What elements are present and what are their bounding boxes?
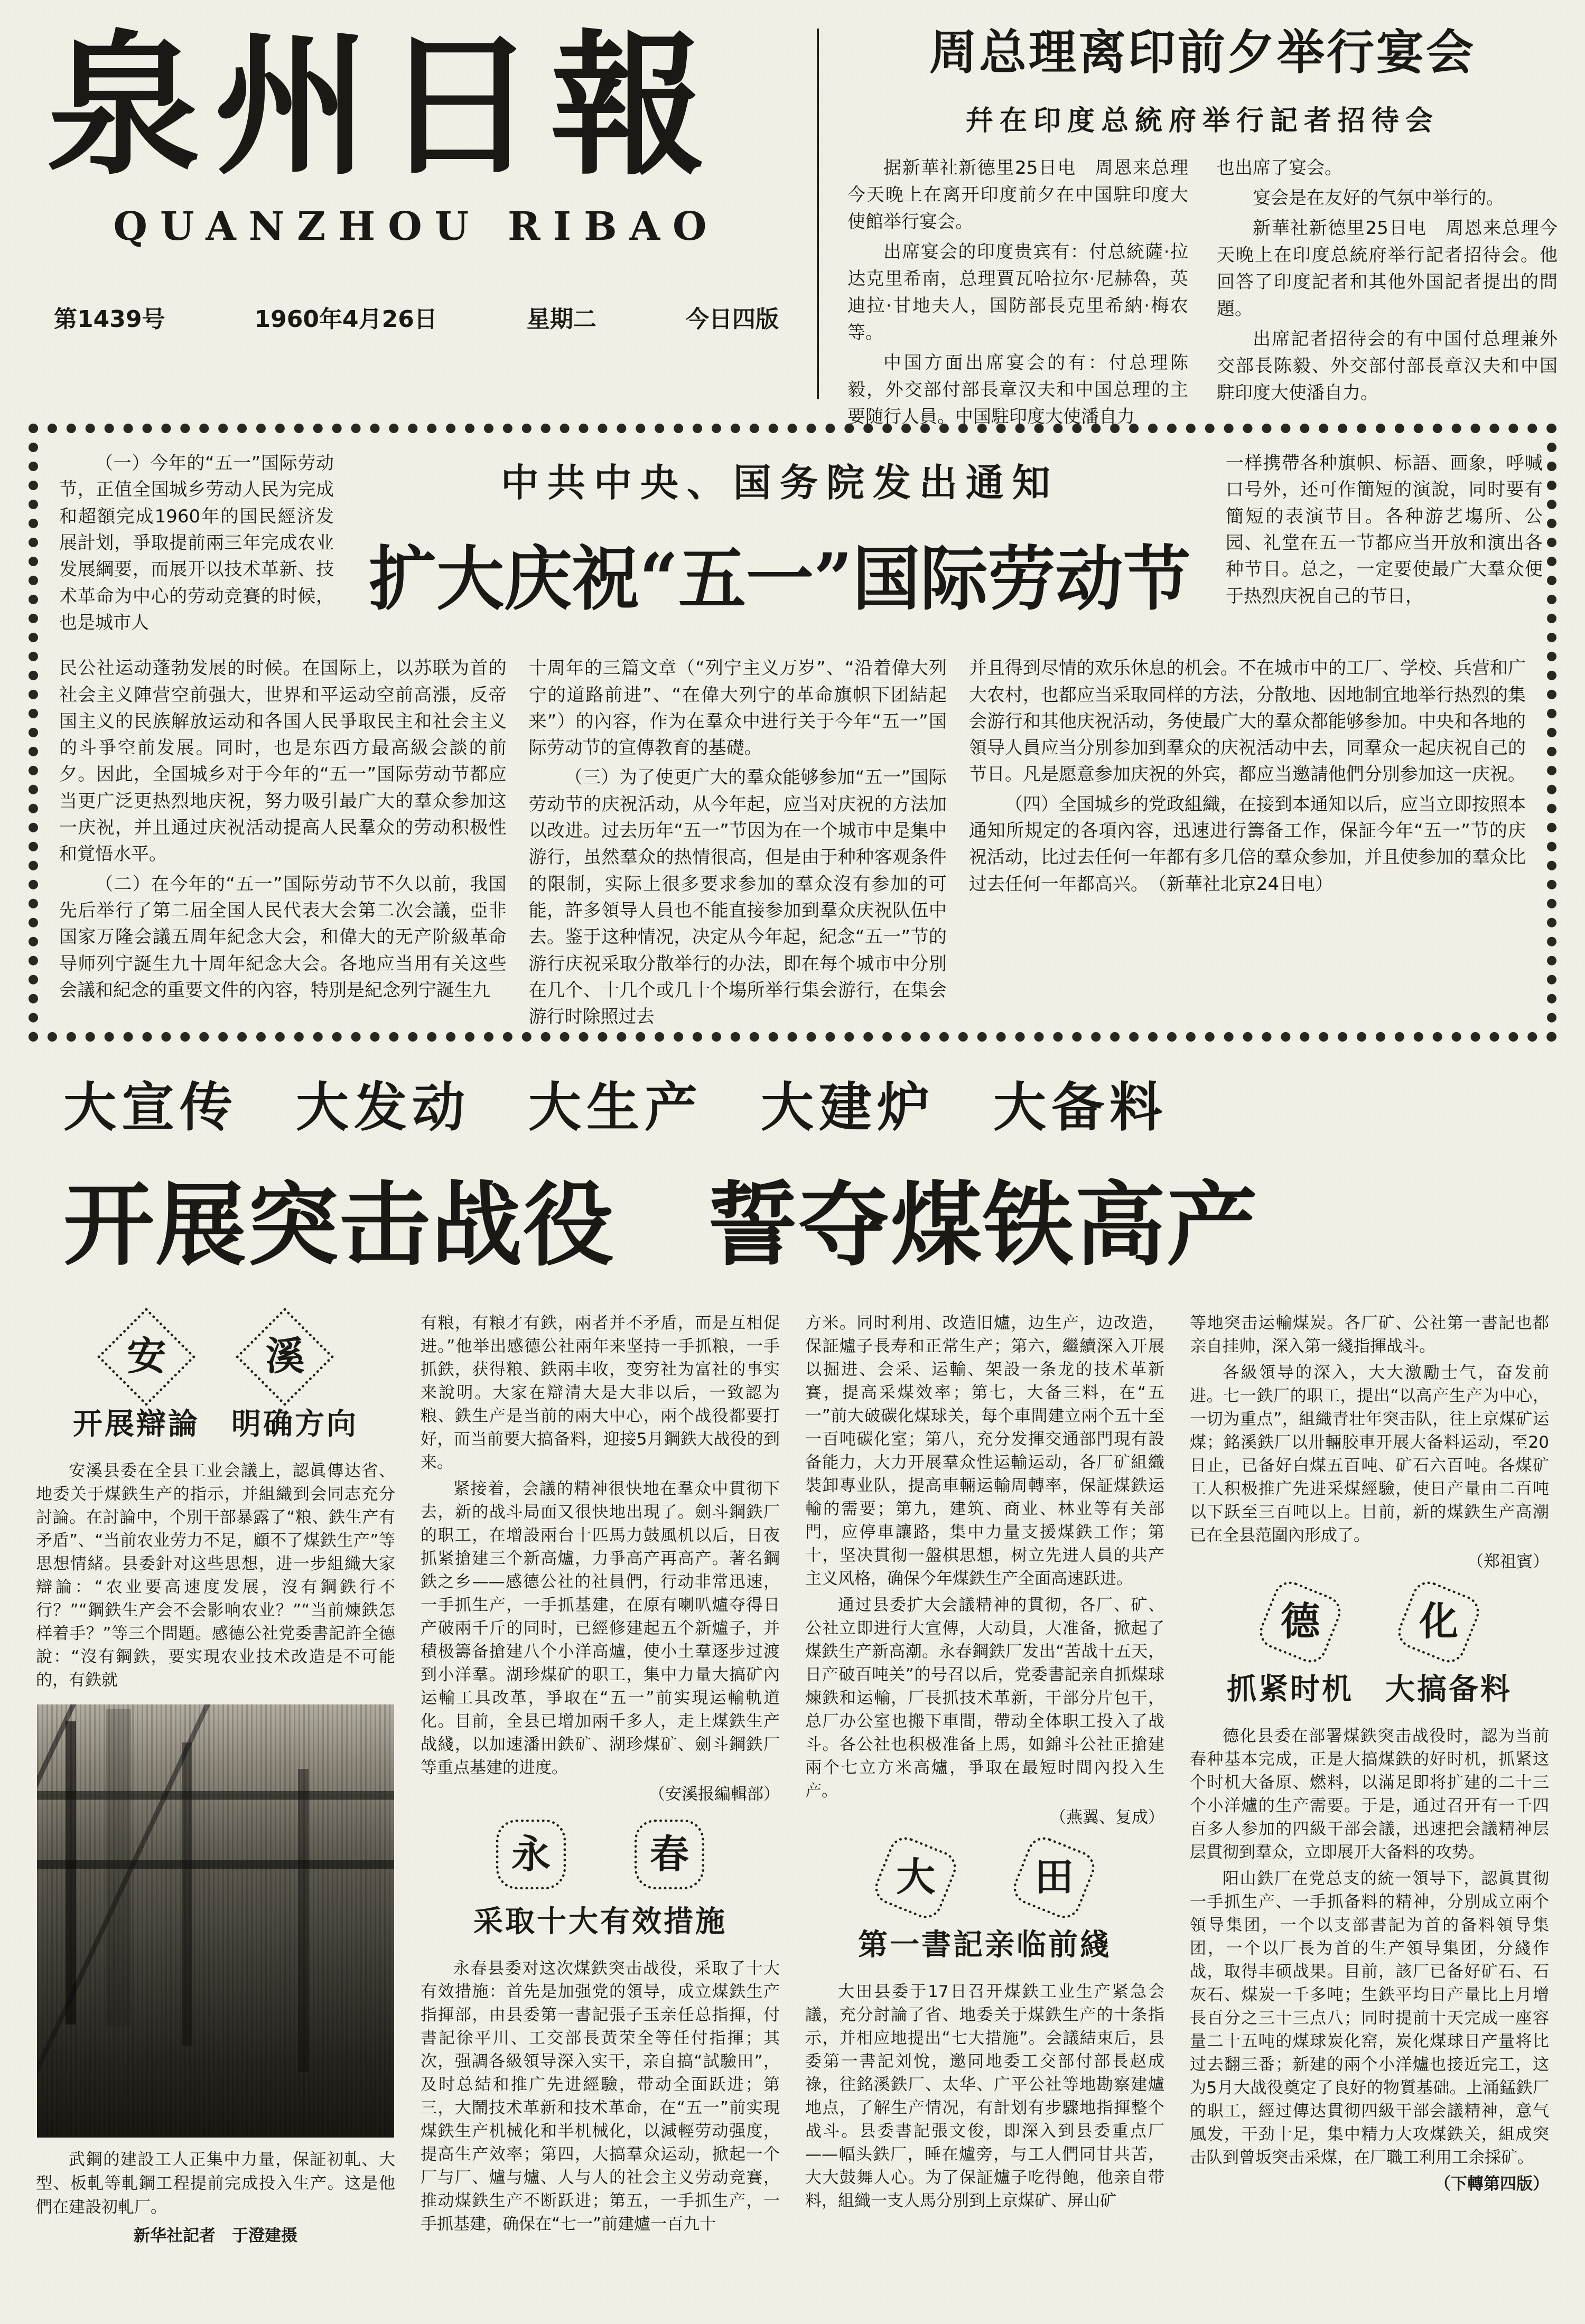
paragraph: 一样携帶各种旗帜、标語、画象，呼喊口号外，还可作簡短的演說，同时要有簡短的表演节目。各种游艺塲所、公园、礼堂在五一节都应当开放和演出各种节目。总之，一定要使最广大羣众便于热烈庆祝自己的节日， <box>1225 453 1543 607</box>
masthead-romanized: QUANZHOU RIBAO <box>113 203 720 249</box>
date-row <box>46 300 786 334</box>
paragraph: 等地突击运輸煤炭。各厂矿、公社第一書記也都亲自挂帅，深入第一綫指揮战斗。 <box>1190 1314 1549 1356</box>
notice-block-a <box>59 652 507 1033</box>
badge-ornament <box>1393 1577 1484 1667</box>
badge-ornament <box>635 1820 704 1889</box>
vertical-divider <box>817 29 819 399</box>
masthead <box>46 15 786 408</box>
header-row <box>0 0 1585 427</box>
notice-left-column <box>59 447 334 639</box>
paragraph: 各級領导的深入，大大激勵士气，奋发前进。七一鉄厂的职工，提出“以高产生产为中心，一切为重点”，組織青壮年突击队，往上京煤矿运煤；銘溪鉄厂以卅輛胶車开展大备料运动，至20日止，已备好白煤五百吨、矿石六百吨。各煤矿工人积极推广先进采煤經驗，使日产量由二百吨以下跃至三百吨以上。目前，新的煤鉄生产高潮已在全县范圍內形成了。 <box>1190 1363 1549 1545</box>
badge-char: 田 <box>1034 1854 1074 1900</box>
paragraph: （三）为了使更广大的羣众能够参加“五一”国际劳动节的庆祝活动，从今年起，应当对庆祝的方法加以改进。过去历年“五一”节因为在一个城市中是集中游行，虽然羣众的热情很高，但是由于种种客观条件的限制，实际上很多要求参加的羣众沒有参加的可能，許多領导人員也不能直接参加到羣众庆祝队伍中去。鉴于这种情况，决定从今年起，紀念“五一”节的游行庆祝采取分散举行的办法，即在每个城市中分別在几个、十几个或几十个塲所举行集会游行，在集会游行时除照过去 <box>528 767 947 1028</box>
issue-number: 第1439号 <box>54 305 165 333</box>
paragraph: 安溪县委在全县工业会議上，認眞傳达省、地委关于煤鉄生产的指示，并組織到会同志充分討論。在討論中，个別干部暴露了“粮、鉄生产有矛盾”、“当前农业劳力不足，顧不了煤鉄生产”等思想情緒。县委針对这些思想，进一步組織大家辯論：“农业要高速度发展，沒有鋼鉄行不行？”“鋼鉄生产会不会影响农业？”“当前煉鉄怎样着手？”等三个問題。感德公社党委書記許全德說：“沒有鋼鉄，要实現农业技术改造是不可能的，有鉄就 <box>36 1461 395 1690</box>
badge-char: 溪 <box>265 1334 305 1380</box>
county-badge-dehua <box>1190 1587 1549 1657</box>
badge-ornament <box>496 1820 566 1889</box>
county-badge-yongchun <box>421 1820 780 1889</box>
paragraph: 也出席了宴会。 <box>1217 157 1342 179</box>
notice-box <box>29 424 1556 1042</box>
paragraph: 出席記者招待会的有中国付总理兼外交部長陈毅、外交部付部長章汉夫和中国駐印度大使潘自力。 <box>1217 328 1558 404</box>
banquet-column-2 <box>1217 152 1558 434</box>
column-datian <box>805 1308 1164 2312</box>
masthead-title: 泉州日報 <box>46 15 719 196</box>
notice-bottom-row <box>59 652 1526 1033</box>
badge-char: 春 <box>650 1831 689 1877</box>
paragraph: 中国方面出席宴会的有：付总理陈毅，外交部付部長章汉夫和中国总理的主要随行人員。中国駐印度大使潘自力 <box>847 352 1188 427</box>
paragraph: 德化县委在部署煤鉄突击战役时，認为当前春种基本完成，正是大搞煤鉄的好时机，抓紧这个时机大备原、燃料，以滿足即将扩建的二十三个小洋爐的生产需要。于是，通过召开有一千四百多人参加的四級干部会議，迅速把会議精神层层貫彻到羣众，立即展开大备料的攻势。 <box>1190 1726 1549 1862</box>
county-columns <box>36 1308 1549 2312</box>
notice-kicker: 中共中央、国务院发出通知 <box>500 460 1059 505</box>
paragraph: （二）在今年的“五一”国际劳动节不久以前，我国先后举行了第二届全国人民代表大会第二次会議，亞非国家万隆会議五周年紀念大会，和偉大的无产阶級革命导师列宁誕生九十周年紀念大会。各地应当用有关这些会議和紀念的重要文件的內容，特別是紀念列宁誕生九 <box>59 873 507 1001</box>
paragraph: 宴会是在友好的气氛中举行的。 <box>1253 187 1504 209</box>
badge-ornament <box>236 1308 334 1406</box>
datian-subhead: 第一書記亲临前綫 <box>858 1927 1112 1963</box>
paragraph: （一）今年的“五一”国际劳动节，正值全国城乡劳动人民为完成和超額完成1960年的国民經济发展計划，爭取提前兩三年完成农业发展綱要，而展开以技术革新、技术革命为中心的劳动竞賽的时候，也是城市人 <box>59 453 334 633</box>
paragraph: 方米。同时利用、改造旧爐，边生产，边改造，保証爐子長寿和正常生产；第六，繼續深入开展以掘进、会采、运輸、架設一条龙的技术革新賽，提高采煤效率；第七，大备三料，在“五一”前大破碳化煤球关，每个車間建立兩个五十至一百吨碳化室；第八，充分发揮交通部門現有設备能力，大力开展羣众性运輸运动，各厂矿組織裝卸專业队，提高車輛运輸周轉率，保証煤鉄运輸的需要；第九，建筑、商业、林业等有关部門，应停車讓路，集中力量支援煤鉄工作；第十，坚决貫彻一盤棋思想，树立先进人員的共产主义风格，确保今年煤鉄生产全面高速跃进。 <box>805 1314 1164 1589</box>
column-anxi <box>36 1308 395 2312</box>
column-yongchun <box>421 1308 780 2312</box>
publication-date: 1960年4月26日 <box>254 305 437 333</box>
badge-char: 安 <box>127 1334 166 1380</box>
construction-photo <box>37 1704 394 2138</box>
badge-char: 大 <box>896 1854 936 1900</box>
badge-char: 德 <box>1281 1599 1320 1645</box>
paragraph: 阳山鉄厂在党总支的統一領导下，認眞貫彻一手抓生产、一手抓备料的精神，分別成立兩个領导集团，一个以支部書記为首的备料領导集团，一个以厂長为首的生产領导集团，分綫作战，取得丰硕战果。目前，該厂已备好矿石、石灰石、煤炭一千多吨；生鉄平均日产量比上月增長百分之三十三点八；同时提前十天完成一座容量二十五吨的煤球炭化窑，炭化煤球日产量将比过去翻三番；新建的兩个小洋爐也接近完工，这为5月大战役奠定了良好的物質基础。上涌錳鉄厂的职工，經过傳达貫彻四級干部会議精神，意气風发，干劲十足，集中精力大攻煤鉄关，組成突击队到曾坂突击采煤，在厂職工利用工余採矿。 <box>1190 1869 1549 2167</box>
weekday: 星期二 <box>526 305 596 333</box>
badge-char: 永 <box>511 1831 551 1877</box>
paragraph: 大田县委于17日召开煤鉄工业生产紧急会議，充分討論了省、地委关于煤鉄生产的十条指示，并相应地提出“七大措施”。会議結束后，县委第一書記刘悅，邀同地委工交部付部長赵成祿，往銘溪鉄厂、太华、广平公社等地勘察建爐地点，了解生产情况，有計划有步驟地指揮整个战斗。县委書記張文俊，即深入到县委重点厂——幅头鉄厂，睡在爐旁，与工人們同甘共苦，大大鼓舞人心。为了保証爐子吃得飽，他亲自带料，組織一支人馬分別到上京煤矿、屏山矿 <box>805 1982 1164 2210</box>
badge-ornament <box>1009 1832 1099 1923</box>
yongchun-subhead: 采取十大有效措施 <box>473 1904 727 1939</box>
datian-byline: （郑祖賓） <box>1467 1552 1549 1572</box>
campaign-kicker: 大宣传 大发动 大生产 大建炉 大备料 <box>63 1076 1168 1138</box>
campaign-banner <box>0 1042 1585 1283</box>
notice-block-b <box>529 652 947 1033</box>
paragraph: 紧接着，会議的精神很快地在羣众中貫彻下去，新的战斗局面又很快地出現了。劍斗鋼鉄厂的职工，在增設兩台十匹馬力鼓風机以后，日夜抓紧搶建三个新高爐，力爭高产再高产。著名鋼鉄之乡——感德公社的社員們，行动非常迅速，一手抓生产，一手抓基建，在原有喇叭爐夺得日产破兩千斤的同时，已經修建起五个新爐子，并積极籌备搶建八个小洋高爐，使小土羣逐步过渡到小洋羣。湖珍煤矿的职工，集中力量大搞矿內运輸工具改革，爭取在“五一”前实現运輸軌道化。目前，全县已增加兩千多人，走上煤鉄生产战綫，以加速潘田鉄矿、湖珍煤矿、劍斗鋼鉄厂等重点基建的进度。 <box>421 1479 780 1778</box>
paragraph: 永春县委对这次煤鉄突击战役，采取了十大有效措施：首先是加强党的領导，成立煤鉄生产指揮部，由县委第一書記張子玉亲任总指揮，付書記徐平川、工交部長黃荣全等任付指揮；其次，强調各級領导深入实干，亲自搞“試驗田”，及时总結和推广先进經驗，带动全面跃进；第三，大鬧技术革新和技术革命，在“五一”前实現煤鉄生产机械化和半机械化，以減輕劳动强度，提高生产效率；第四，大搞羣众运动，掀起一个厂与厂、爐与爐、人与人的社会主义劳动竞賽，推动煤鉄生产不断跃进；第五，一手抓生产，一手抓基建，确保在“七一”前建爐一百九十 <box>421 1958 780 2234</box>
continued-on-page-4: （下轉第四版） <box>1434 2174 1549 2194</box>
paragraph: 十周年的三篇文章（“列宁主义万岁”、“沿着偉大列宁的道路前进”、“在偉大列宁的革命旗帜下团結起来”）的內容，作为在羣众中进行关于今年“五一”国际劳动节的宣傳教育的基礎。 <box>528 658 947 759</box>
campaign-headline: 开展突击战役 誓夺煤铁高产 <box>63 1171 1258 1278</box>
notice-headline: 扩大庆祝“五一”国际劳动节 <box>369 538 1191 620</box>
badge-ornament <box>1255 1577 1346 1667</box>
dehua-subhead: 抓紧时机 大搞备料 <box>1227 1672 1512 1707</box>
banquet-article-title: 周总理离印前夕举行宴会 <box>929 24 1476 80</box>
badge-char: 化 <box>1419 1599 1459 1645</box>
paragraph: 并且得到尽情的欢乐休息的机会。不在城市中的工厂、学校、兵营和广大农村，也都应当采取同样的方法，分散地、因地制宜地举行热烈的集会游行和其他庆祝活动，务使最广大的羣众都能够参加。中央和各地的領导人員应当分別参加到羣众的庆祝活动中去，同羣众一起庆祝自己的节日。凡是愿意参加庆祝的外宾，都应当邀請他們分別参加这一庆祝。 <box>968 658 1526 785</box>
notice-block-c <box>969 652 1526 1033</box>
column-dehua <box>1190 1308 1549 2312</box>
paragraph: 通过县委扩大会議精神的貫彻，各厂、矿、公社立即进行大宣傳，大动員，大准备，掀起了煤鉄生产新高潮。永春鋼鉄厂发出“苦战十五天，日产破百吨关”的号召以后，党委書記亲自抓煤球煉鉄和运輸，厂長抓技术革新，干部分片包干，总厂办公室也搬下車間，帶动全体职工投入了战斗。各公社也积极准备上馬，如錦斗公社正搶建兩个七立方米高爐，爭取在最短时間內投入生产。 <box>805 1596 1164 1801</box>
banquet-article-subtitle: 幷在印度总統府举行記者招待会 <box>965 104 1439 137</box>
badge-ornament <box>870 1832 961 1923</box>
edition-count: 今日四版 <box>685 305 779 333</box>
county-badge-datian <box>805 1843 1164 1913</box>
yongchun-byline: （燕翼、复成） <box>1050 1808 1164 1828</box>
photo-credit: 新华社記者 于澄建摄 <box>134 2226 297 2246</box>
banquet-column-1 <box>847 152 1188 434</box>
notice-headline-block <box>356 447 1204 639</box>
photo-caption: 武鋼的建設工人正集中力量，保証初軋、大型、板軋等軋鋼工程提前完成投入生产。这是他們在建設初軋厂。 <box>36 2150 395 2217</box>
notice-right-column <box>1226 447 1543 639</box>
paragraph: 新華社新德里25日电 周恩来总理今天晚上在印度总統府举行記者招待会。他回答了印度記者和其他外国記者提出的問題。 <box>1217 217 1558 320</box>
banquet-article <box>847 24 1561 427</box>
paragraph: （四）全国城乡的党政組織，在接到本通知以后，应当立即按照本通知所規定的各項內容，迅速进行籌备工作，保証今年“五一”节的庆祝活动，比过去任何一年都有多几倍的羣众参加，并且使参加的羣众比过去任何一年都高兴。 （新華社北京24日电） <box>968 793 1526 895</box>
paragraph: 民公社运动蓬勃发展的时候。在国际上，以苏联为首的社会主义陣营空前强大，世界和平运动空前高漲，反帝国主义的民族解放运动和各国人民爭取民主和社会主义的斗爭空前发展。同时，也是东西方最高級会談的前夕。因此，全国城乡对于今年的“五一”国际劳动节都应当更广泛更热烈地庆祝，努力吸引最广大的羣众参加这一庆祝，并且通过庆祝活动提高人民羣众的劳动积极性和覚悟水平。 <box>59 658 507 865</box>
badge-ornament <box>97 1308 196 1406</box>
anxi-subhead: 开展辯論 明确方向 <box>73 1407 358 1441</box>
notice-top-row <box>59 447 1543 639</box>
banquet-article-body <box>847 152 1558 434</box>
county-badge-anxi <box>36 1322 395 1392</box>
anxi-byline: （安溪报編輯部） <box>649 1785 780 1804</box>
paragraph: 有粮，有粮才有鉄，兩者并不矛盾，而是互相促进。”他举出感德公社兩年来坚持一手抓粮，一手抓鉄，获得粮、鉄兩丰收，变穷社为富社的事实来說明。大家在辯清大是大非以后，一致認为粮、鉄生产是当前的兩大中心，兩个战役都要打好，而当前要大搞备料，迎接5月鋼鉄大战役的到来。 <box>421 1314 780 1473</box>
paragraph: 据新華社新德里25日电 周恩来总理今天晚上在离开印度前夕在中国駐印度大使館举行宴会。 <box>847 157 1188 232</box>
paragraph: 出席宴会的印度贵宾有：付总統薩·拉达克里希南，总理賈瓦哈拉尔·尼赫魯，英迪拉·甘地夫人，国防部長克里希納·梅农等。 <box>847 241 1188 343</box>
